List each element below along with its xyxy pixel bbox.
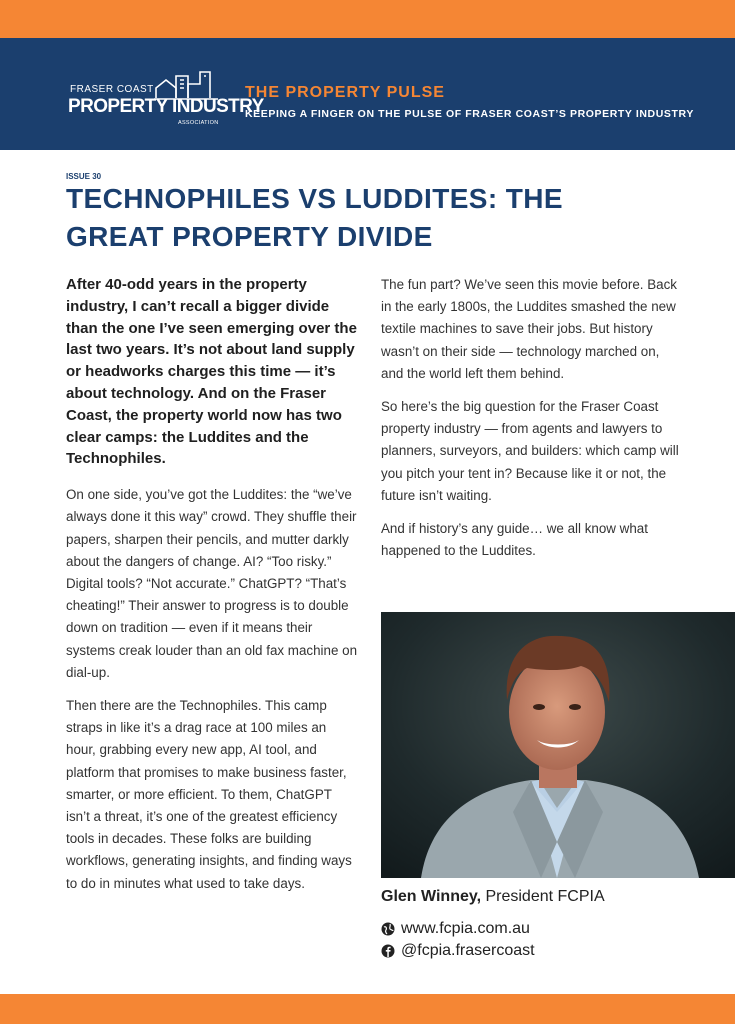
newsletter-title: THE PROPERTY PULSE [245,84,445,101]
website-row [381,920,530,938]
facebook-handle[interactable]: @fcpia.frasercoast [401,942,535,959]
website-link[interactable]: www.fcpia.com.au [401,920,530,937]
fcpia-logo [68,68,264,130]
body-paragraph: So here’s the big question for the Fraser Coast property industry — from agents and lawyers to planners, surveyors, and builders: which camp will you pitch your tent in? Because like it or not, the future isn’t waiting. [381,399,679,503]
facebook-icon [381,944,395,958]
globe-icon [381,922,395,936]
body-paragraph: On one side, you’ve got the Luddites: the “we’ve always done it this way” crowd. They shuffle their papers, sharpen their pencils, and mutter darkly about the dangers of change. AI? “Too risky.” Digital tools? “Not accurate.” ChatGPT? “That’s cheating!” Their answer to progress is to double down on tradition — even if it means their systems creak louder than an old fax machine on dial-up. [66,487,358,680]
issue-number: ISSUE 30 [66,172,102,181]
logo-association-text: ASSOCIATION [178,120,219,126]
author-portrait [381,612,735,878]
bottom-accent-bar [0,994,735,1024]
logo-main-text: PROPERTY INDUSTRY [68,96,264,117]
author-role: President FCPIA [485,888,605,905]
body-paragraph: And if history’s any guide… we all know what happened to the Luddites. [381,521,648,559]
body-paragraph: The fun part? We’ve seen this movie before. Back in the early 1800s, the Luddites smashed the new textile machines to save their jobs. But history wasn’t on their side — technology marched on, and the world left them behind. [381,277,677,381]
author-name: Glen Winney, [381,888,482,905]
top-accent-bar [0,0,735,38]
newsletter-subtitle: KEEPING A FINGER ON THE PULSE OF FRASER COAST’S PROPERTY INDUSTRY [245,108,694,120]
logo-small-text: FRASER COAST [70,84,154,95]
lead-paragraph: After 40-odd years in the property industry, I can’t recall a bigger divide than the one I’ve seen emerging over the last two years. It’s not about land supply or headworks charges this time — it’s about technology. And on the Fraser Coast, the property world now has two clear camps: the Luddites and the Technophiles. [66,276,357,468]
body-paragraph: Then there are the Technophiles. This camp straps in like it’s a drag race at 100 miles an hour, grabbing every new app, AI tool, and platform that promises to make business faster, smarter, or more efficient. To them, ChatGPT isn’t a threat, it’s one of the greatest efficiency tools in decades. These folks are building workflows, generating insights, and finding ways to do in minutes what used to take days. [66,698,352,891]
facebook-row [381,942,535,960]
author-caption [381,888,605,906]
right-column [381,274,681,573]
left-column [66,274,358,906]
article-headline: TECHNOPHILES VS LUDDITES: THE GREAT PROPERTY DIVIDE [66,183,563,252]
